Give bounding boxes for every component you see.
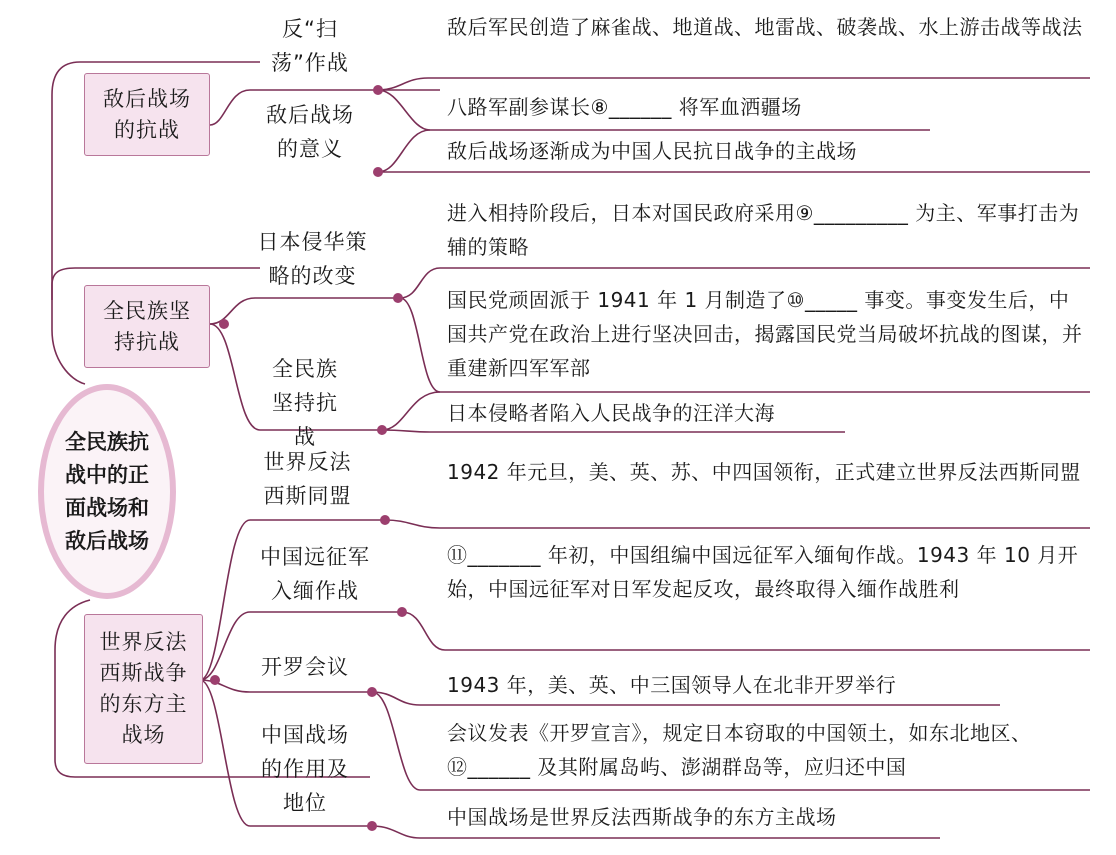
leaf-text: 敌后军民创造了麻雀战、地道战、地雷战、破袭战、水上游击战等战法 [447,15,1083,39]
leaf-text: 进入相持阶段后，日本对国民政府采用⑨_________ 为主、军事打击为辅的策略 [447,201,1080,259]
root-topic: 全民族抗战中的正面战场和敌后战场 [38,384,176,599]
branch-box-3: 世界反法西斯战争的东方主战场 [84,614,203,764]
leaf-text: 1942 年元旦，美、英、苏、中四国领衔，正式建立世界反法西斯同盟 [447,460,1081,484]
subtopic-label: 世界反法西斯同盟 [263,450,352,508]
leaf-text: 1943 年，美、英、中三国领导人在北非开罗举行 [447,673,897,697]
leaf-text: 中国战场是世界反法西斯战争的东方主战场 [447,805,837,829]
leaf-text: 会议发表《开罗宣言》，规定日本窃取的中国领土，如东北地区、⑫______ 及其附属岛屿、澎湖群岛等，应归还中国 [447,721,1032,779]
subtopic-label: 中国远征军入缅作战 [260,545,370,603]
branch-box-1: 敌后战场的抗战 [84,73,210,156]
branch-box-2: 全民族坚持抗战 [84,285,210,368]
leaf-text: 敌后战场逐渐成为中国人民抗日战争的主战场 [447,139,857,163]
subtopic-label: 敌后战场的意义 [266,103,354,161]
subtopic-label: 开罗会议 [261,655,349,679]
subtopic-label: 中国战场的作用及地位 [261,723,349,815]
subtopic-label: 反“扫荡”作战 [271,17,349,75]
subtopic-label: 全民族坚持抗战 [272,357,338,449]
leaf-text: ⑪_______ 年初，中国组编中国远征军入缅甸作战。1943 年 10 月开始，中国远征军对日军发起反攻，最终取得入缅作战胜利 [447,543,1079,601]
leaf-text: 八路军副参谋长⑧______ 将军血洒疆场 [447,95,802,119]
leaf-text: 日本侵略者陷入人民战争的汪洋大海 [447,401,775,425]
subtopic-label: 日本侵华策略的改变 [257,230,368,288]
leaf-text: 国民党顽固派于 1941 年 1 月制造了⑩_____ 事变。事变发生后，中国共产党在政治上进行坚决回击，揭露国民党当局破坏抗战的图谋，并重建新四军军部 [447,288,1083,380]
